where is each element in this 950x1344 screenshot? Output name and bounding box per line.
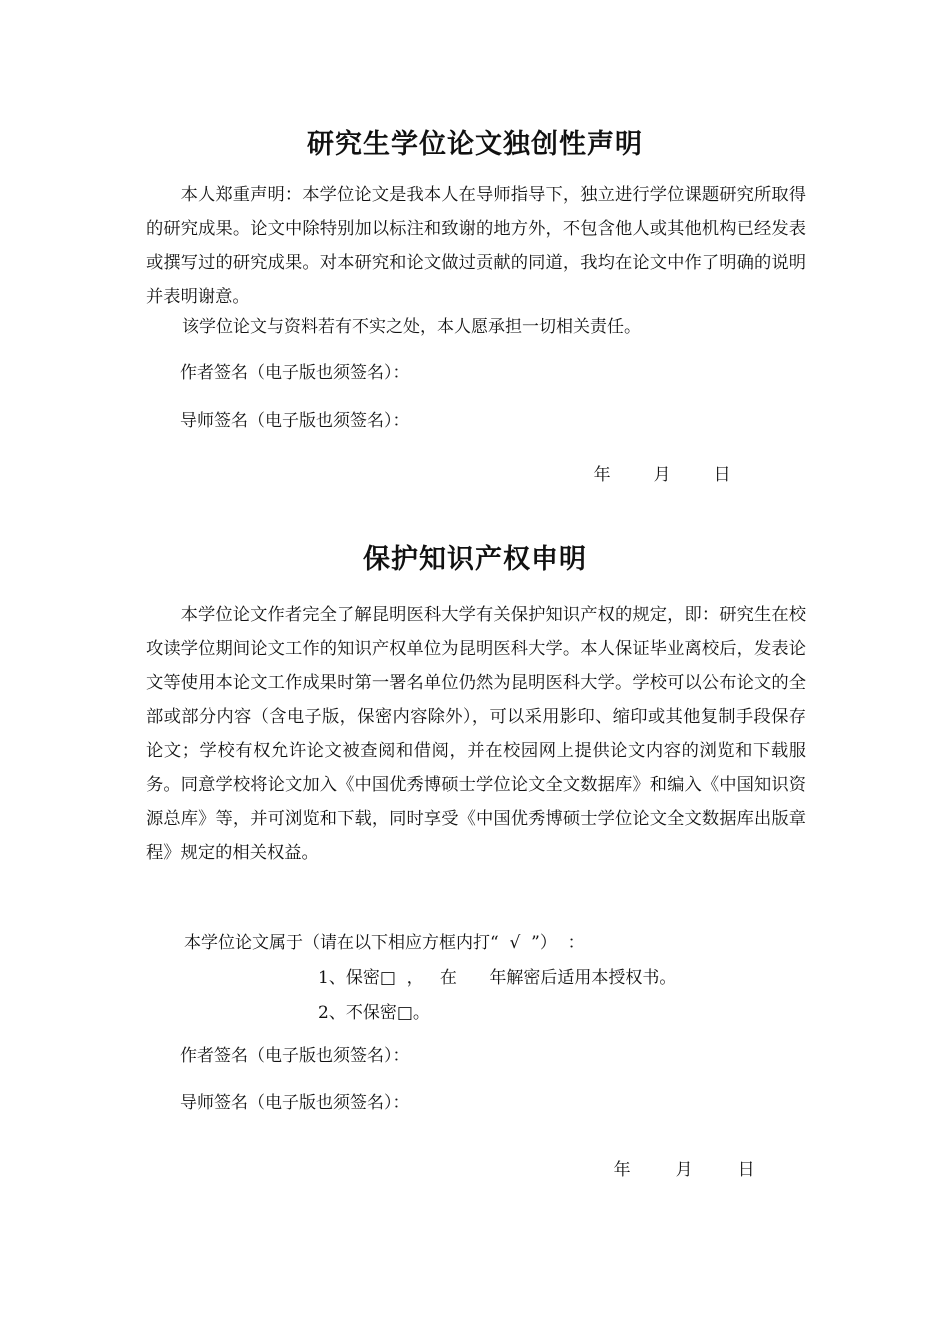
ip-statement-advisor-signature-label: 导师签名（电子版也须签名）： [180, 1093, 410, 1113]
declaration-date-day: 日 [713, 465, 731, 485]
ip-statement-date-year: 年 [613, 1160, 631, 1180]
ip-statement-belongs-to: 本学位论文属于（请在以下相应方框内打“ √ ”） ： [184, 933, 585, 953]
ip-statement-author-signature-label: 作者签名（电子版也须签名）： [180, 1046, 410, 1066]
declaration-date-year: 年 [593, 465, 611, 485]
declaration-date-month: 月 [653, 465, 671, 485]
declaration-advisor-signature-label: 导师签名（电子版也须签名）： [180, 411, 410, 431]
ip-statement-option-confidential: 1、保密□ ， 在 年解密后适用本授权书。 [318, 968, 677, 988]
ip-statement-body: 本学位论文作者完全了解昆明医科大学有关保护知识产权的规定，即：研究生在校攻读学位期间论文工作的知识产权单位为昆明医科大学。本人保证毕业离校后，发表论文等使用本论文工作成果时第一署名单位仍然为昆明医科大学。学校可以公布论文的全部或部分内容（含电子版，保密内容除外），可以采用影印、缩印或其他复制手段保存论文；学校有权允许论文被查阅和借阅，并在校园网上提供论文内容的浏览和下载服务。同意学校将论文加入《中国优秀博硕士学位论文全文数据库》和编入《中国知识资源总库》等，并可浏览和下载，同时享受《中国优秀博硕士学位论文全文数据库出版章程》规定的相关权益。 [146, 605, 806, 863]
ip-statement-date-month: 月 [675, 1160, 693, 1180]
ip-statement-date [592, 1135, 755, 1200]
ip-statement-date-day: 日 [737, 1160, 755, 1180]
declaration-responsibility: 该学位论文与资料若有不实之处，本人愿承担一切相关责任。 [182, 317, 641, 337]
ip-statement-title: 保护知识产权申明 [363, 544, 587, 575]
declaration-author-signature-label: 作者签名（电子版也须签名）： [180, 363, 410, 383]
ip-statement-option-not-confidential: 2、不保密□。 [318, 1003, 430, 1023]
declaration-body: 本人郑重声明：本学位论文是我本人在导师指导下，独立进行学位课题研究所取得的研究成果。论文中除特别加以标注和致谢的地方外，不包含他人或其他机构已经发表或撰写过的研究成果。对本研究和论文做过贡献的同道，我均在论文中作了明确的说明并表明谢意。 [146, 185, 806, 307]
declaration-date [572, 440, 731, 505]
declaration-title: 研究生学位论文独创性声明 [307, 129, 643, 160]
